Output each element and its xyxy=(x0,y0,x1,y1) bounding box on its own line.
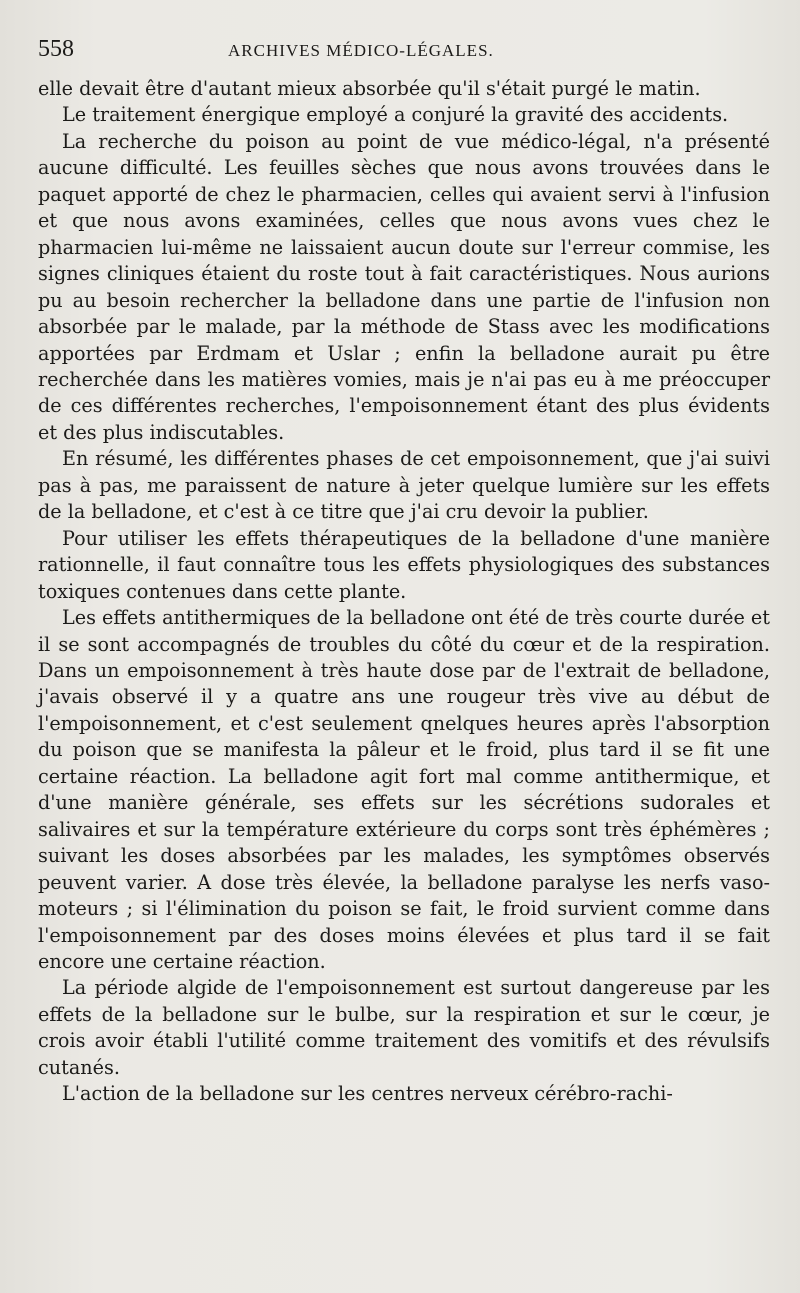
paragraph: L'action de la belladone sur les centres nerveux cérébro-rachi- xyxy=(62,1082,673,1106)
paragraph: La période algide de l'empoisonnement est surtout dangereuse par les effets de la belladone sur le bulbe, sur la respiration et sur le cœur, je crois avoir établi l'utilité comme traitement des vomitifs et des révulsifs cutanés. xyxy=(38,976,770,1079)
paragraph-continuation: elle devait être d'autant mieux absorbée qu'il s'était purgé le matin. xyxy=(38,77,701,100)
paragraph: Le traitement énergique employé a conjuré la gravité des accidents. xyxy=(62,103,729,127)
body-text xyxy=(38,76,770,1108)
paragraph: Les effets antithermiques de la belladone ont été de très courte durée et il se sont accompagnés de troubles du côté du cœur et de la respiration. Dans un empoisonnement à très haute dose par de l'extrait de belladone, j'avais observé il y a quatre ans une rougeur très vive au début de l'empoisonnement, et c'est seulement qnelques heures après l'absorption du poison que se manifesta la pâleur et le froid, plus tard il se fit une certaine réaction. La belladone agit fort mal comme antithermique, et d'une manière générale, ses effets sur les sécrétions sudorales et salivaires et sur la température extérieure du corps sont très éphémères ; suivant les doses absorbées par les malades, les symptômes observés peuvent varier. A dose très élevée, la belladone paralyse les nerfs vaso-moteurs ; si l'élimination du poison se fait, le froid survient comme dans l'empoisonnement par des doses moins élevées et plus tard il se fait encore une certaine réaction. xyxy=(38,606,770,973)
paragraph: Pour utiliser les effets thérapeutiques de la belladone d'une manière rationnelle, il faut connaître tous les effets physiologiques des substances toxiques contenues dans cette plante. xyxy=(38,526,770,603)
running-title: ARCHIVES MÉDICO-LÉGALES. xyxy=(228,41,494,60)
page-header xyxy=(38,36,770,76)
page-number: 558 xyxy=(38,36,74,62)
paragraph: En résumé, les différentes phases de cet empoisonnement, que j'ai suivi pas à pas, me paraissent de nature à jeter quelque lumière sur les effets de la belladone, et c'est à ce titre que j'ai cru devoir la publier. xyxy=(38,447,770,524)
paragraph: La recherche du poison au point de vue médico-légal, n'a présenté aucune difficulté. Les feuilles sèches que nous avons trouvées dans le paquet apporté de chez le pharmacien, celles qui avaient servi à l'infusion et que nous avons examinées, celles que nous avons vues chez le pharmacien lui-même ne laissaient aucun doute sur l'erreur commise, les signes cliniques étaient du roste tout à fait caractéristiques. Nous aurions pu au besoin rechercher la belladone dans une partie de l'infusion non absorbée par le malade, par la méthode de Stass avec les modifications apportées par Erdmam et Uslar ; enfin la belladone aurait pu être recherchée dans les matières vomies, mais je n'ai pas eu à me préoccuper de ces différentes recherches, l'empoisonnement étant des plus évidents et des plus indiscutables. xyxy=(38,129,770,444)
